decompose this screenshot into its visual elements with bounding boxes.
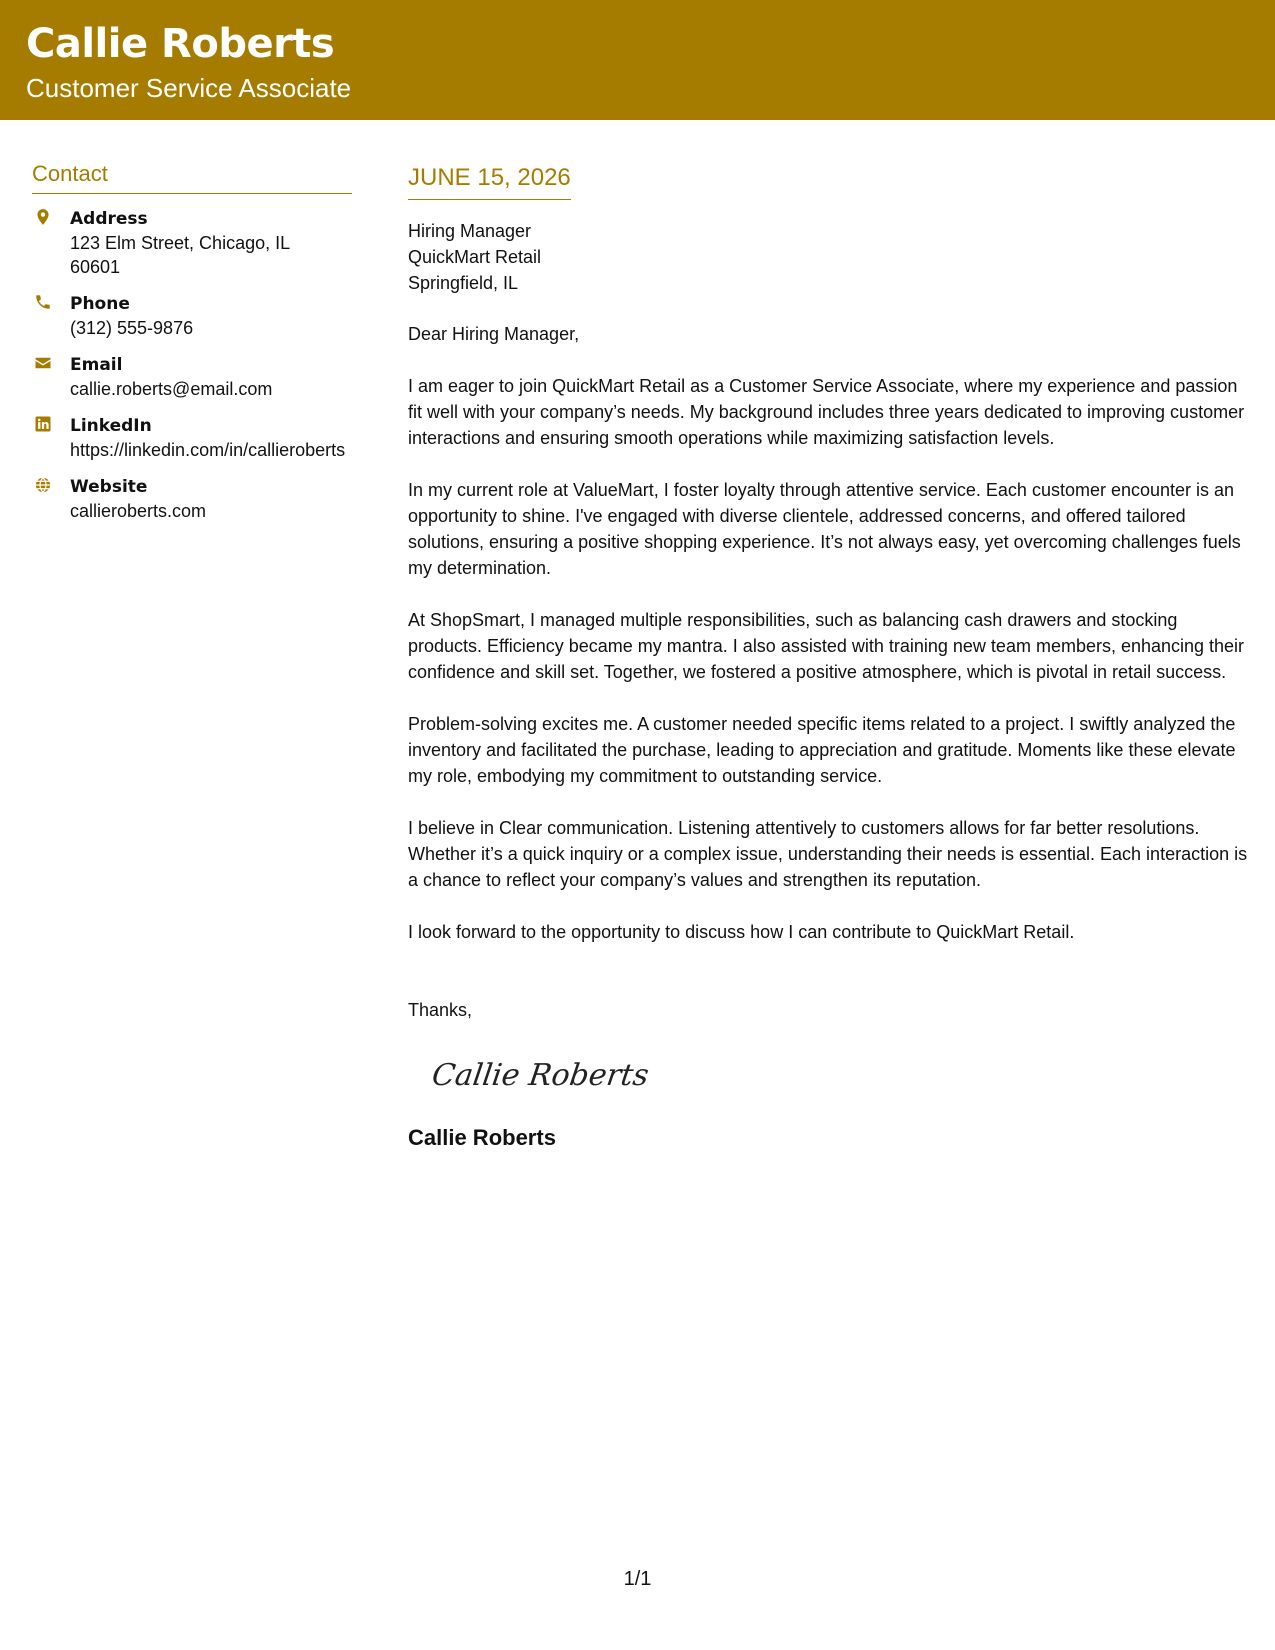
paragraph: I look forward to the opportunity to discuss how I can contribute to QuickMart Retail.	[408, 921, 1075, 942]
svg-text:Callie Roberts: Callie Roberts	[432, 1057, 651, 1093]
envelope-icon	[34, 354, 52, 372]
contact-label: Phone	[70, 293, 130, 314]
letter-body	[408, 164, 1250, 1152]
greeting: Dear Hiring Manager,	[408, 323, 580, 344]
contact-label: Website	[70, 476, 148, 497]
contact-phone	[32, 292, 352, 340]
contact-label: Address	[70, 208, 148, 229]
contact-heading: Contact	[32, 160, 352, 194]
linkedin-value[interactable]: https://linkedin.com/in/callieroberts	[70, 439, 346, 460]
applicant-name: Callie Roberts	[26, 21, 335, 67]
map-pin-icon	[34, 208, 52, 226]
handwritten-signature	[432, 1049, 662, 1099]
paragraph: Problem-solving excites me. A customer needed specific items related to a project. I swiftly analyzed the inventory and facilitated the purchase, leading to appreciation and gratitude. Moments like these elevate my role, embodying my commitment to outstanding service.	[408, 713, 1236, 786]
contact-address	[32, 207, 352, 279]
linkedin-icon	[34, 415, 52, 433]
contact-linkedin	[32, 414, 352, 462]
page-indicator: 1/1	[623, 1568, 652, 1590]
closing: Thanks,	[408, 999, 473, 1020]
website-value[interactable]: callieroberts.com	[70, 500, 207, 521]
letter-date: JUNE 15, 2026	[408, 164, 571, 200]
phone-value: (312) 555-9876	[70, 317, 194, 338]
paragraph: I believe in Clear communication. Listening attentively to customers allows for far better resolutions. Whether it’s a quick inquiry or a complex issue, understanding their needs is essential. Each interaction is a chance to reflect your company’s values and strengthen its reputation.	[408, 817, 1248, 890]
address-value: 123 Elm Street, Chicago, IL 60601	[70, 232, 290, 277]
contact-email	[32, 353, 352, 401]
paragraph: In my current role at ValueMart, I foster loyalty through attentive service. Each customer encounter is an opportunity to shine. I've engaged with diverse clientele, addressed concerns, and offered tailored solutions, ensuring a positive shopping experience. It’s not always easy, yet overcoming challenges fuels my determination.	[408, 479, 1241, 578]
contact-label: LinkedIn	[70, 415, 152, 436]
recipient-line: QuickMart Retail	[408, 246, 542, 267]
header-banner	[0, 0, 1275, 120]
phone-icon	[34, 293, 52, 311]
recipient-line: Hiring Manager	[408, 220, 532, 241]
paragraph: I am eager to join QuickMart Retail as a Customer Service Associate, where my experience and passion fit well with your company’s needs. My background includes three years dedicated to improving customer interactions and ensuring smooth operations while maximizing satisfaction levels.	[408, 375, 1245, 448]
contact-website	[32, 475, 352, 523]
applicant-role: Customer Service Associate	[26, 73, 352, 103]
contact-label: Email	[70, 354, 123, 375]
globe-icon	[34, 476, 52, 494]
email-value[interactable]: callie.roberts@email.com	[70, 378, 273, 399]
recipient-block	[408, 218, 1250, 296]
recipient-line: Springfield, IL	[408, 272, 519, 293]
signer-name: Callie Roberts	[408, 1124, 556, 1150]
paragraph: At ShopSmart, I managed multiple responsibilities, such as balancing cash drawers and stocking products. Efficiency became my mantra. I also assisted with training new team members, enhancing their confidence and skill set. Together, we fostered a positive atmosphere, which is pivotal in retail success.	[408, 609, 1245, 682]
contact-sidebar	[32, 160, 352, 523]
